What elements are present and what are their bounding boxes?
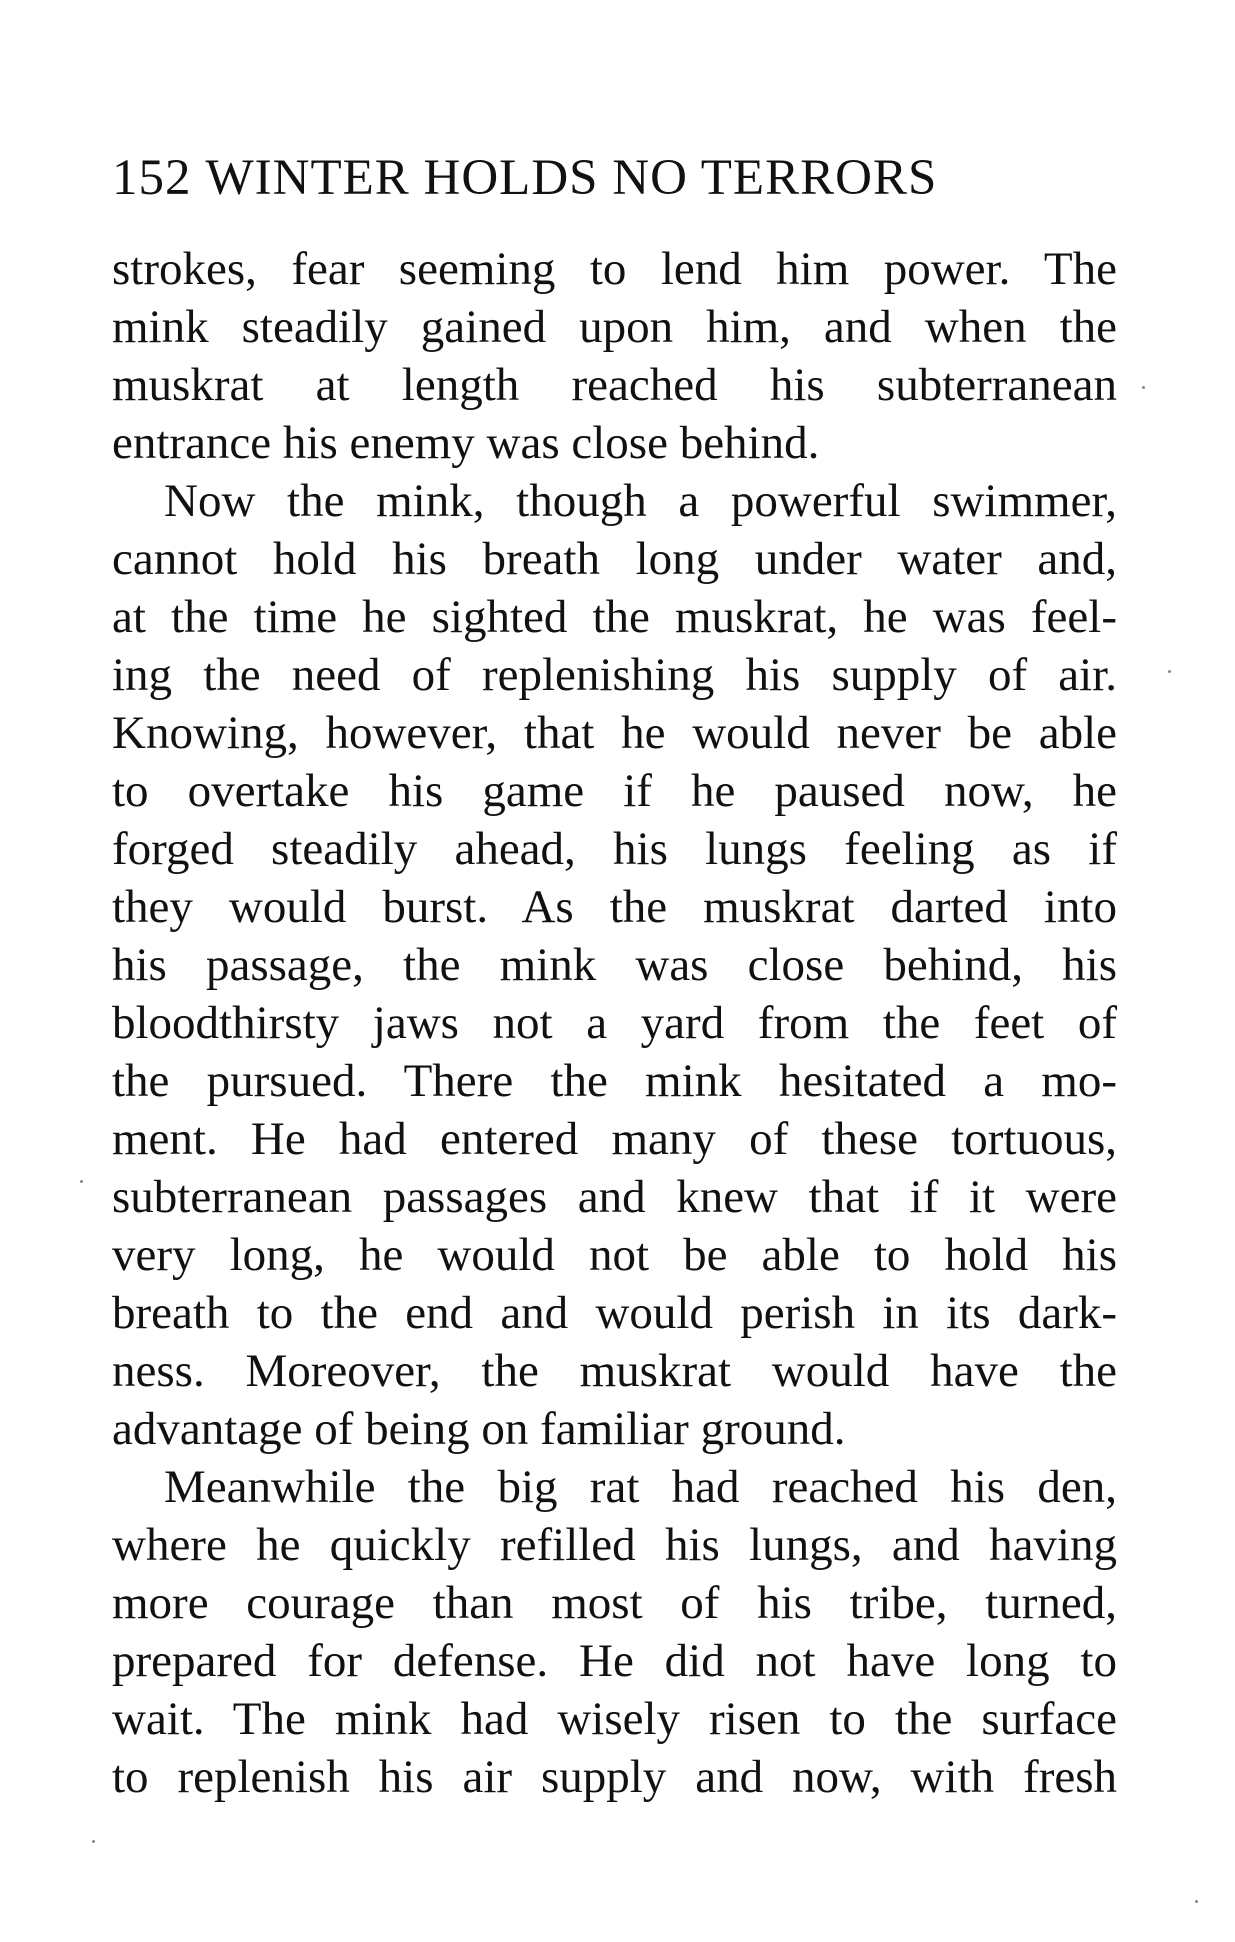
text-line: prepared for defense. He did not have long to [112, 1635, 1117, 1687]
text-line: ness. Moreover, the muskrat would have the [112, 1345, 1117, 1397]
scan-speck [1168, 670, 1171, 673]
text-line: the pursued. There the mink hesitated a mo- [112, 1055, 1117, 1107]
paragraph-2 [112, 472, 1117, 1458]
text-line: cannot hold his breath long under water and, [112, 533, 1117, 585]
paragraph-1 [112, 240, 1117, 472]
text-line: ing the need of replenishing his supply of air. [112, 649, 1117, 701]
text-line: bloodthirsty jaws not a yard from the feet of [112, 997, 1117, 1049]
page-number: 152 [112, 150, 192, 206]
text-line: very long, he would not be able to hold his [112, 1229, 1117, 1281]
paragraph-3 [112, 1458, 1117, 1806]
text-line: advantage of being on familiar ground. [112, 1403, 846, 1455]
running-header [112, 148, 1122, 208]
text-line: wait. The mink had wisely risen to the surface [112, 1693, 1117, 1745]
text-line: ment. He had entered many of these tortuous, [112, 1113, 1117, 1165]
text-line: more courage than most of his tribe, turned, [112, 1577, 1117, 1629]
scan-speck [80, 1180, 83, 1183]
text-line: to replenish his air supply and now, with fresh [112, 1751, 1117, 1803]
text-line: muskrat at length reached his subterranean [112, 359, 1117, 411]
scan-speck [92, 1840, 95, 1843]
text-line: Knowing, however, that he would never be able [112, 707, 1117, 759]
text-line: strokes, fear seeming to lend him power. The [112, 243, 1117, 295]
text-line: subterranean passages and knew that if it were [112, 1171, 1117, 1223]
text-line: mink steadily gained upon him, and when the [112, 301, 1117, 353]
text-line: his passage, the mink was close behind, his [112, 939, 1117, 991]
text-line: they would burst. As the muskrat darted into [112, 881, 1117, 933]
text-line: to overtake his game if he paused now, he [112, 765, 1117, 817]
text-line: Meanwhile the big rat had reached his den, [164, 1461, 1117, 1513]
text-line: at the time he sighted the muskrat, he was feel- [112, 591, 1117, 643]
scan-speck [1195, 1900, 1198, 1903]
running-title: WINTER HOLDS NO TERRORS [205, 150, 938, 206]
text-line: Now the mink, though a powerful swimmer, [164, 475, 1117, 527]
text-line: breath to the end and would perish in its dark- [112, 1287, 1117, 1339]
text-line: forged steadily ahead, his lungs feeling as if [112, 823, 1117, 875]
body-text [112, 240, 1117, 1806]
text-line: where he quickly refilled his lungs, and having [112, 1519, 1117, 1571]
scan-speck [1142, 386, 1145, 389]
text-line: entrance his enemy was close behind. [112, 417, 820, 469]
